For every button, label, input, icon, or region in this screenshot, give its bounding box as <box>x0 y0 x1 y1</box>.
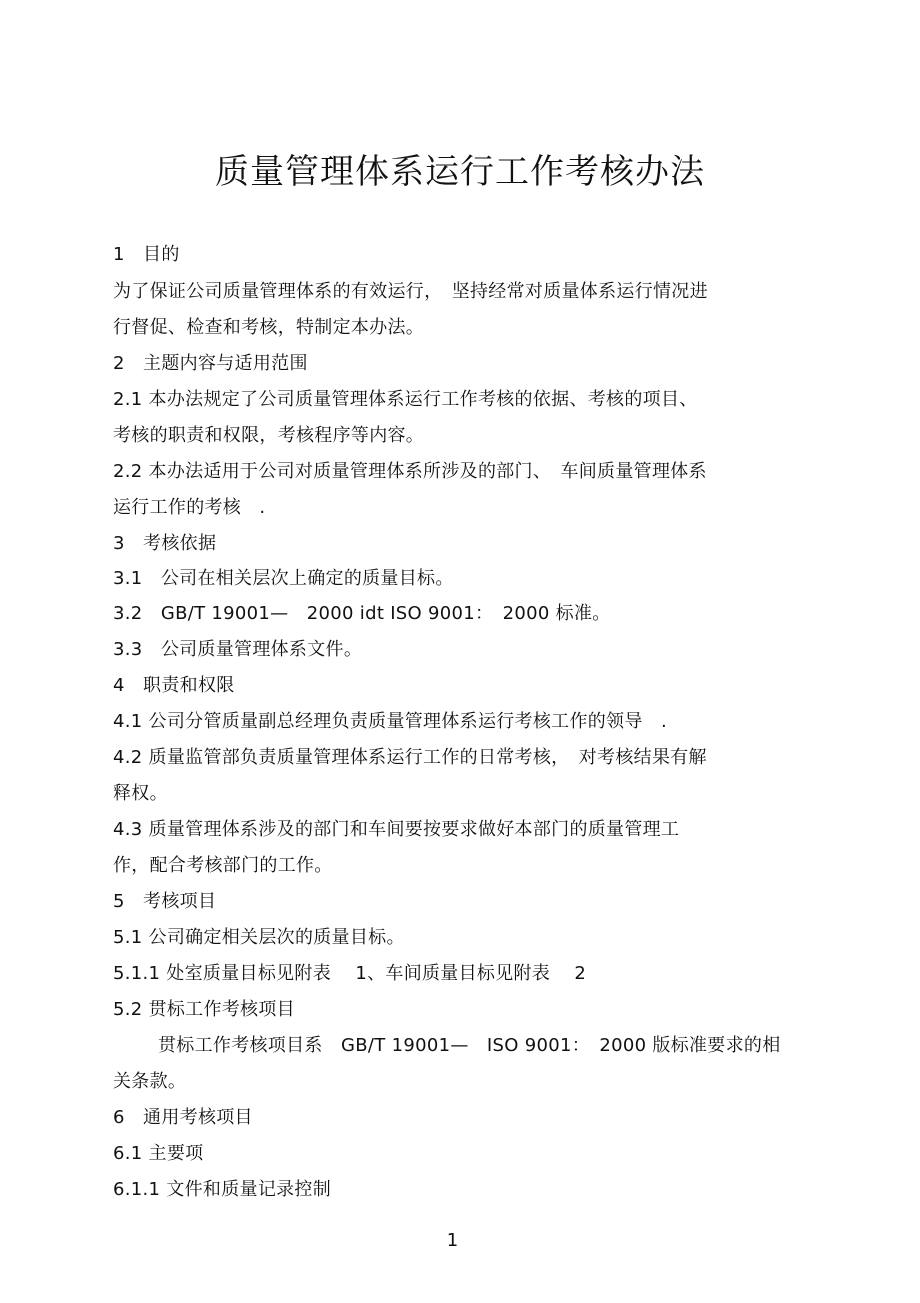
paragraph-line: 6.1 主要项 <box>113 1143 204 1164</box>
paragraph-line: 行督促、检查和考核，特制定本办法。 <box>113 317 425 338</box>
paragraph-line: 5.2 贯标工作考核项目 <box>113 999 295 1020</box>
section-heading: 4 职责和权限 <box>113 675 235 696</box>
page-number: 1 <box>446 1230 459 1251</box>
paragraph-line: 为了保证公司质量管理体系的有效运行， 坚持经常对质量体系运行情况进 <box>113 281 708 302</box>
paragraph-line: 4.2 质量监管部负责质量管理体系运行工作的日常考核， 对考核结果有解 <box>113 747 707 768</box>
paragraph-line: 3.2 GB/T 19001— 2000 idt ISO 9001： 2000 标准。 <box>113 603 611 624</box>
section-heading: 3 考核依据 <box>113 533 217 554</box>
paragraph-line: 作，配合考核部门的工作。 <box>113 855 333 876</box>
paragraph-line: 5.1 公司确定相关层次的质量目标。 <box>113 927 405 948</box>
paragraph-line: 4.3 质量管理体系涉及的部门和车间要按要求做好本部门的质量管理工 <box>113 819 680 840</box>
paragraph-line: 2.1 本办法规定了公司质量管理体系运行工作考核的依据、考核的项目、 <box>113 389 698 410</box>
paragraph-line: 运行工作的考核 . <box>113 497 266 518</box>
paragraph-line: 4.1 公司分管质量副总经理负责质量管理体系运行考核工作的领导 . <box>113 711 667 732</box>
paragraph-line: 5.1.1 处室质量目标见附表 1、车间质量目标见附表 2 <box>113 963 587 984</box>
paragraph-line: 3.3 公司质量管理体系文件。 <box>113 639 363 660</box>
document-title: 质量管理体系运行工作考核办法 <box>215 152 705 192</box>
section-heading: 6 通用考核项目 <box>113 1107 253 1128</box>
paragraph-line: 释权。 <box>113 783 168 804</box>
paragraph-line: 6.1.1 文件和质量记录控制 <box>113 1179 332 1200</box>
paragraph-line: 贯标工作考核项目系 GB/T 19001— ISO 9001： 2000 版标准要求的相 <box>158 1035 781 1056</box>
section-heading: 1 目的 <box>113 244 180 265</box>
paragraph-line: 考核的职责和权限，考核程序等内容。 <box>113 425 425 446</box>
paragraph-line: 关条款。 <box>113 1071 187 1092</box>
section-heading: 2 主题内容与适用范围 <box>113 353 308 374</box>
paragraph-line: 2.2 本办法适用于公司对质量管理体系所涉及的部门、 车间质量管理体系 <box>113 461 707 482</box>
paragraph-line: 3.1 公司在相关层次上确定的质量目标。 <box>113 568 454 589</box>
section-heading: 5 考核项目 <box>113 891 217 912</box>
